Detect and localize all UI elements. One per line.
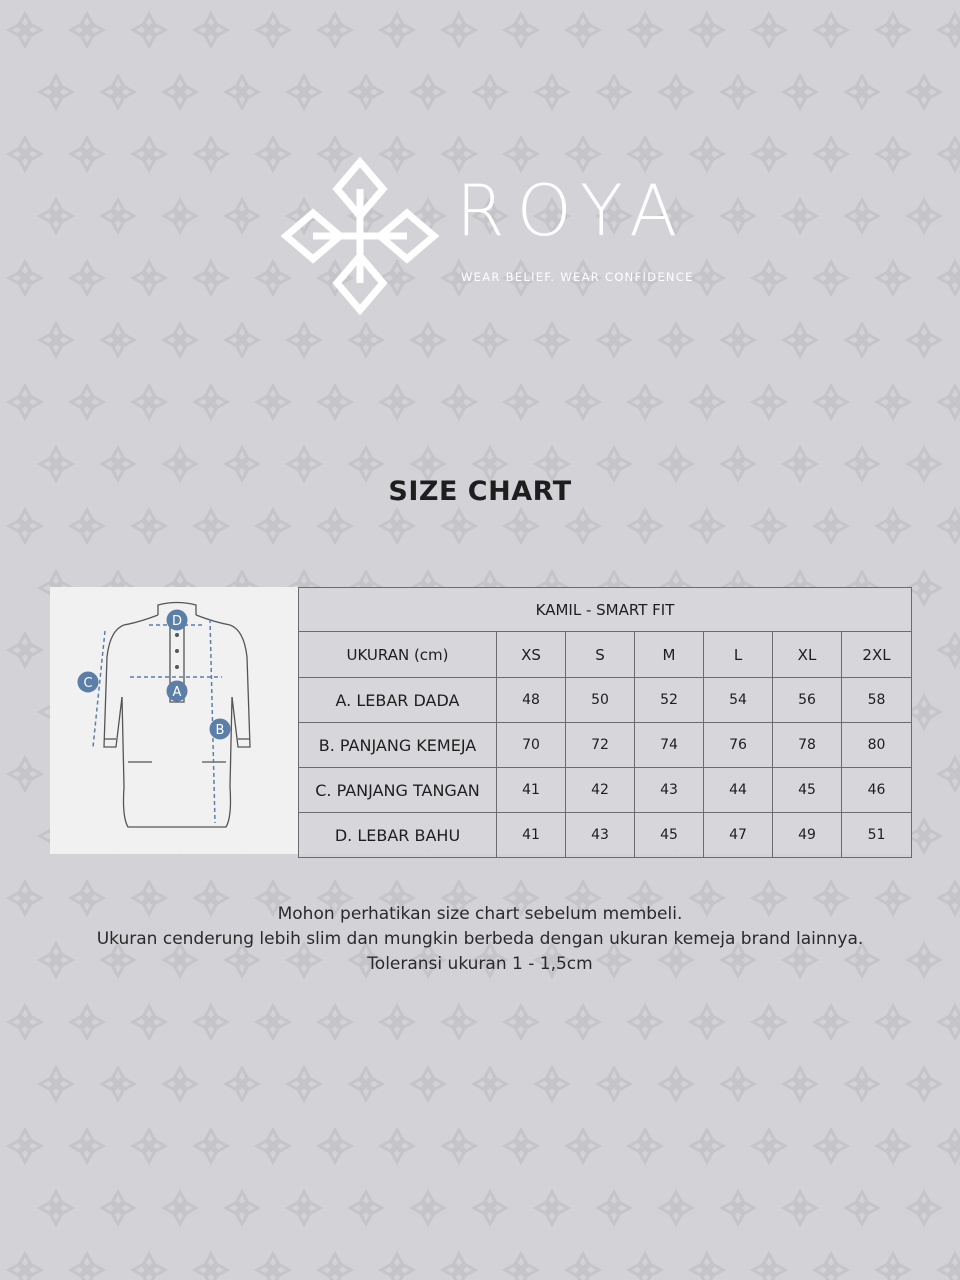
shirt-measurement-icon bbox=[50, 587, 298, 854]
pattern-motif bbox=[102, 200, 134, 232]
pattern-motif bbox=[9, 14, 41, 46]
pattern-motif bbox=[257, 14, 289, 46]
pattern-motif bbox=[412, 76, 444, 108]
pattern-motif bbox=[71, 386, 103, 418]
table-row bbox=[299, 723, 912, 768]
pattern-motif bbox=[536, 76, 568, 108]
pattern-motif bbox=[319, 1006, 351, 1038]
table-cell: 76 bbox=[704, 723, 773, 768]
pattern-motif bbox=[815, 1006, 847, 1038]
pattern-motif bbox=[660, 324, 692, 356]
shirt-diagram bbox=[50, 587, 298, 854]
pattern-motif bbox=[133, 1130, 165, 1162]
pattern-motif bbox=[815, 1130, 847, 1162]
pattern-motif bbox=[877, 510, 909, 542]
pattern-motif bbox=[629, 510, 661, 542]
pattern-motif bbox=[9, 1006, 41, 1038]
table-cell: 56 bbox=[773, 678, 842, 723]
pattern-motif bbox=[567, 1254, 599, 1280]
pattern-motif bbox=[195, 386, 227, 418]
pattern-motif bbox=[877, 262, 909, 294]
table-cell: 41 bbox=[497, 768, 566, 813]
pattern-motif bbox=[288, 1068, 320, 1100]
pattern-motif bbox=[815, 510, 847, 542]
pattern-motif bbox=[691, 1006, 723, 1038]
pattern-motif bbox=[443, 1254, 475, 1280]
pattern-motif bbox=[288, 1192, 320, 1224]
size-table bbox=[298, 587, 912, 858]
pattern-motif bbox=[350, 1068, 382, 1100]
pattern-motif bbox=[908, 200, 940, 232]
pattern-motif bbox=[164, 200, 196, 232]
pattern-motif bbox=[660, 1068, 692, 1100]
pattern-motif bbox=[40, 1192, 72, 1224]
note-line: Ukuran cenderung lebih slim dan mungkin berbeda dengan ukuran kemeja brand lainnya. bbox=[96, 929, 864, 949]
pattern-motif bbox=[939, 758, 960, 790]
table-cell: 70 bbox=[497, 723, 566, 768]
pattern-motif bbox=[753, 1006, 785, 1038]
pattern-motif bbox=[846, 200, 878, 232]
pattern-motif bbox=[40, 200, 72, 232]
table-caption: KAMIL - SMART FIT bbox=[299, 588, 912, 632]
pattern-motif bbox=[412, 324, 444, 356]
table-cell: 45 bbox=[773, 768, 842, 813]
table-cell: 43 bbox=[566, 813, 635, 858]
pattern-motif bbox=[226, 76, 258, 108]
pattern-motif bbox=[691, 14, 723, 46]
pattern-motif bbox=[412, 1068, 444, 1100]
pattern-motif bbox=[71, 1254, 103, 1280]
pattern-motif bbox=[629, 1130, 661, 1162]
pattern-motif bbox=[474, 1068, 506, 1100]
pattern-motif bbox=[257, 510, 289, 542]
table-cell: 51 bbox=[842, 813, 912, 858]
pattern-motif bbox=[598, 324, 630, 356]
pattern-motif bbox=[939, 14, 960, 46]
pattern-motif bbox=[288, 324, 320, 356]
pattern-motif bbox=[257, 386, 289, 418]
pattern-motif bbox=[877, 386, 909, 418]
pattern-motif bbox=[350, 324, 382, 356]
pattern-motif bbox=[691, 1130, 723, 1162]
pattern-motif bbox=[9, 262, 41, 294]
pattern-motif bbox=[939, 1006, 960, 1038]
pattern-motif bbox=[846, 76, 878, 108]
table-cell: 72 bbox=[566, 723, 635, 768]
pattern-motif bbox=[319, 1130, 351, 1162]
pattern-motif bbox=[722, 1192, 754, 1224]
pattern-motif bbox=[381, 386, 413, 418]
table-cell: 41 bbox=[497, 813, 566, 858]
pattern-motif bbox=[567, 1130, 599, 1162]
table-cell: 48 bbox=[497, 678, 566, 723]
pattern-motif bbox=[71, 1130, 103, 1162]
table-cell: 43 bbox=[635, 768, 704, 813]
pattern-motif bbox=[629, 14, 661, 46]
table-cell: 80 bbox=[842, 723, 912, 768]
header-size-xl: XL bbox=[773, 632, 842, 678]
pattern-motif bbox=[629, 386, 661, 418]
pattern-motif bbox=[319, 1254, 351, 1280]
header-size-xs: XS bbox=[497, 632, 566, 678]
pattern-motif bbox=[598, 1192, 630, 1224]
pattern-motif bbox=[257, 1254, 289, 1280]
pattern-motif bbox=[71, 262, 103, 294]
pattern-motif bbox=[226, 1192, 258, 1224]
pattern-motif bbox=[71, 138, 103, 170]
row-label: B. PANJANG KEMEJA bbox=[299, 723, 497, 768]
pattern-motif bbox=[505, 14, 537, 46]
pattern-motif bbox=[133, 262, 165, 294]
row-label: D. LEBAR BAHU bbox=[299, 813, 497, 858]
diagram-marker-c: C bbox=[83, 676, 93, 691]
pattern-motif bbox=[257, 1130, 289, 1162]
pattern-motif bbox=[381, 1254, 413, 1280]
pattern-motif bbox=[164, 1068, 196, 1100]
pattern-motif bbox=[381, 1006, 413, 1038]
pattern-motif bbox=[443, 14, 475, 46]
table-row bbox=[299, 678, 912, 723]
pattern-motif bbox=[784, 76, 816, 108]
pattern-motif bbox=[40, 1068, 72, 1100]
pattern-motif bbox=[505, 510, 537, 542]
pattern-motif bbox=[412, 1192, 444, 1224]
pattern-motif bbox=[908, 696, 940, 728]
pattern-motif bbox=[939, 634, 960, 666]
pattern-motif bbox=[102, 1068, 134, 1100]
pattern-motif bbox=[908, 76, 940, 108]
pattern-motif bbox=[753, 1254, 785, 1280]
pattern-motif bbox=[660, 1192, 692, 1224]
pattern-motif bbox=[350, 76, 382, 108]
table-cell: 50 bbox=[566, 678, 635, 723]
note-line: Toleransi ukuran 1 - 1,5cm bbox=[367, 954, 593, 974]
pattern-motif bbox=[443, 1006, 475, 1038]
row-label: A. LEBAR DADA bbox=[299, 678, 497, 723]
pattern-motif bbox=[195, 14, 227, 46]
pattern-motif bbox=[722, 200, 754, 232]
note-line: Mohon perhatikan size chart sebelum membeli. bbox=[277, 904, 683, 924]
pattern-motif bbox=[226, 1068, 258, 1100]
pattern-motif bbox=[877, 1130, 909, 1162]
pattern-motif bbox=[71, 14, 103, 46]
pattern-motif bbox=[164, 324, 196, 356]
row-label: C. PANJANG TANGAN bbox=[299, 768, 497, 813]
pattern-motif bbox=[753, 386, 785, 418]
pattern-motif bbox=[815, 14, 847, 46]
pattern-motif bbox=[939, 1130, 960, 1162]
pattern-motif bbox=[319, 510, 351, 542]
pattern-motif bbox=[350, 1192, 382, 1224]
pattern-motif bbox=[877, 1254, 909, 1280]
pattern-motif bbox=[908, 572, 940, 604]
header-size-l: L bbox=[704, 632, 773, 678]
table-row bbox=[299, 768, 912, 813]
table-cell: 74 bbox=[635, 723, 704, 768]
pattern-motif bbox=[846, 1068, 878, 1100]
pattern-motif bbox=[877, 138, 909, 170]
pattern-motif bbox=[691, 386, 723, 418]
pattern-motif bbox=[102, 324, 134, 356]
pattern-motif bbox=[226, 324, 258, 356]
brand-name: ROYA bbox=[456, 170, 690, 252]
pattern-motif bbox=[877, 14, 909, 46]
pattern-motif bbox=[908, 1192, 940, 1224]
pattern-motif bbox=[536, 324, 568, 356]
pattern-motif bbox=[908, 820, 940, 852]
pattern-motif bbox=[753, 262, 785, 294]
pattern-motif bbox=[71, 510, 103, 542]
pattern-motif bbox=[40, 76, 72, 108]
pattern-motif bbox=[567, 14, 599, 46]
table-cell: 44 bbox=[704, 768, 773, 813]
pattern-motif bbox=[536, 1068, 568, 1100]
brand-logo bbox=[280, 156, 710, 316]
pattern-motif bbox=[71, 1006, 103, 1038]
pattern-motif bbox=[753, 14, 785, 46]
pattern-motif bbox=[195, 1254, 227, 1280]
pattern-motif bbox=[164, 1192, 196, 1224]
pattern-motif bbox=[195, 510, 227, 542]
table-cell: 42 bbox=[566, 768, 635, 813]
pattern-motif bbox=[908, 324, 940, 356]
pattern-motif bbox=[443, 510, 475, 542]
pattern-motif bbox=[257, 1006, 289, 1038]
pattern-motif bbox=[474, 76, 506, 108]
brand-tagline: WEAR BELIEF. WEAR CONFIDENCE bbox=[461, 270, 694, 284]
table-cell: 58 bbox=[842, 678, 912, 723]
pattern-motif bbox=[939, 1254, 960, 1280]
table-cell: 49 bbox=[773, 813, 842, 858]
pattern-motif bbox=[784, 324, 816, 356]
header-size-m: M bbox=[635, 632, 704, 678]
pattern-motif bbox=[9, 510, 41, 542]
pattern-motif bbox=[691, 510, 723, 542]
pattern-motif bbox=[877, 1006, 909, 1038]
pattern-motif bbox=[815, 262, 847, 294]
pattern-motif bbox=[567, 386, 599, 418]
pattern-motif bbox=[691, 1254, 723, 1280]
pattern-motif bbox=[815, 1254, 847, 1280]
pattern-motif bbox=[753, 138, 785, 170]
pattern-motif bbox=[939, 510, 960, 542]
pattern-motif bbox=[846, 1192, 878, 1224]
pattern-motif bbox=[722, 76, 754, 108]
lotus-knot-icon bbox=[280, 156, 440, 316]
pattern-motif bbox=[195, 1130, 227, 1162]
diagram-marker-b: B bbox=[215, 723, 225, 738]
header-size-s: S bbox=[566, 632, 635, 678]
pattern-motif bbox=[784, 1068, 816, 1100]
pattern-motif bbox=[784, 200, 816, 232]
pattern-motif bbox=[753, 510, 785, 542]
pattern-motif bbox=[815, 138, 847, 170]
pattern-motif bbox=[629, 1006, 661, 1038]
table-cell: 54 bbox=[704, 678, 773, 723]
diagram-marker-a: A bbox=[172, 685, 182, 700]
pattern-motif bbox=[660, 76, 692, 108]
pattern-motif bbox=[505, 1130, 537, 1162]
diagram-marker-d: D bbox=[171, 614, 183, 629]
pattern-motif bbox=[9, 138, 41, 170]
pattern-motif bbox=[164, 76, 196, 108]
pattern-motif bbox=[133, 386, 165, 418]
pattern-motif bbox=[536, 1192, 568, 1224]
pattern-motif bbox=[40, 324, 72, 356]
pattern-motif bbox=[474, 1192, 506, 1224]
pattern-motif bbox=[133, 14, 165, 46]
pattern-motif bbox=[567, 510, 599, 542]
pattern-motif bbox=[939, 262, 960, 294]
table-cell: 78 bbox=[773, 723, 842, 768]
pattern-motif bbox=[908, 1068, 940, 1100]
pattern-motif bbox=[102, 1192, 134, 1224]
pattern-motif bbox=[195, 1006, 227, 1038]
pattern-motif bbox=[598, 1068, 630, 1100]
pattern-motif bbox=[939, 386, 960, 418]
pattern-motif bbox=[195, 138, 227, 170]
table-cell: 46 bbox=[842, 768, 912, 813]
header-size-label: UKURAN (cm) bbox=[299, 632, 497, 678]
pattern-motif bbox=[226, 200, 258, 232]
pattern-motif bbox=[815, 386, 847, 418]
pattern-motif bbox=[133, 510, 165, 542]
pattern-motif bbox=[102, 76, 134, 108]
pattern-motif bbox=[474, 324, 506, 356]
pattern-motif bbox=[133, 1254, 165, 1280]
pattern-motif bbox=[629, 1254, 661, 1280]
pattern-motif bbox=[505, 1254, 537, 1280]
pattern-motif bbox=[133, 1006, 165, 1038]
pattern-motif bbox=[567, 1006, 599, 1038]
pattern-motif bbox=[505, 1006, 537, 1038]
pattern-motif bbox=[443, 1130, 475, 1162]
pattern-motif bbox=[939, 138, 960, 170]
pattern-motif bbox=[9, 1130, 41, 1162]
pattern-motif bbox=[319, 386, 351, 418]
pattern-motif bbox=[443, 386, 475, 418]
page-title: SIZE CHART bbox=[388, 476, 572, 507]
size-notes bbox=[0, 902, 960, 977]
table-row bbox=[299, 813, 912, 858]
pattern-motif bbox=[9, 634, 41, 666]
pattern-motif bbox=[381, 1130, 413, 1162]
pattern-motif bbox=[722, 324, 754, 356]
pattern-motif bbox=[195, 262, 227, 294]
pattern-motif bbox=[598, 76, 630, 108]
pattern-motif bbox=[784, 1192, 816, 1224]
table-cell: 45 bbox=[635, 813, 704, 858]
pattern-motif bbox=[9, 758, 41, 790]
header-size-2xl: 2XL bbox=[842, 632, 912, 678]
pattern-motif bbox=[722, 1068, 754, 1100]
pattern-motif bbox=[505, 386, 537, 418]
pattern-motif bbox=[9, 1254, 41, 1280]
pattern-motif bbox=[381, 14, 413, 46]
pattern-motif bbox=[753, 1130, 785, 1162]
pattern-motif bbox=[288, 76, 320, 108]
table-cell: 47 bbox=[704, 813, 773, 858]
pattern-motif bbox=[133, 138, 165, 170]
pattern-motif bbox=[9, 386, 41, 418]
size-chart-panel bbox=[50, 587, 911, 854]
pattern-motif bbox=[319, 14, 351, 46]
pattern-motif bbox=[381, 510, 413, 542]
pattern-motif bbox=[846, 324, 878, 356]
table-cell: 52 bbox=[635, 678, 704, 723]
